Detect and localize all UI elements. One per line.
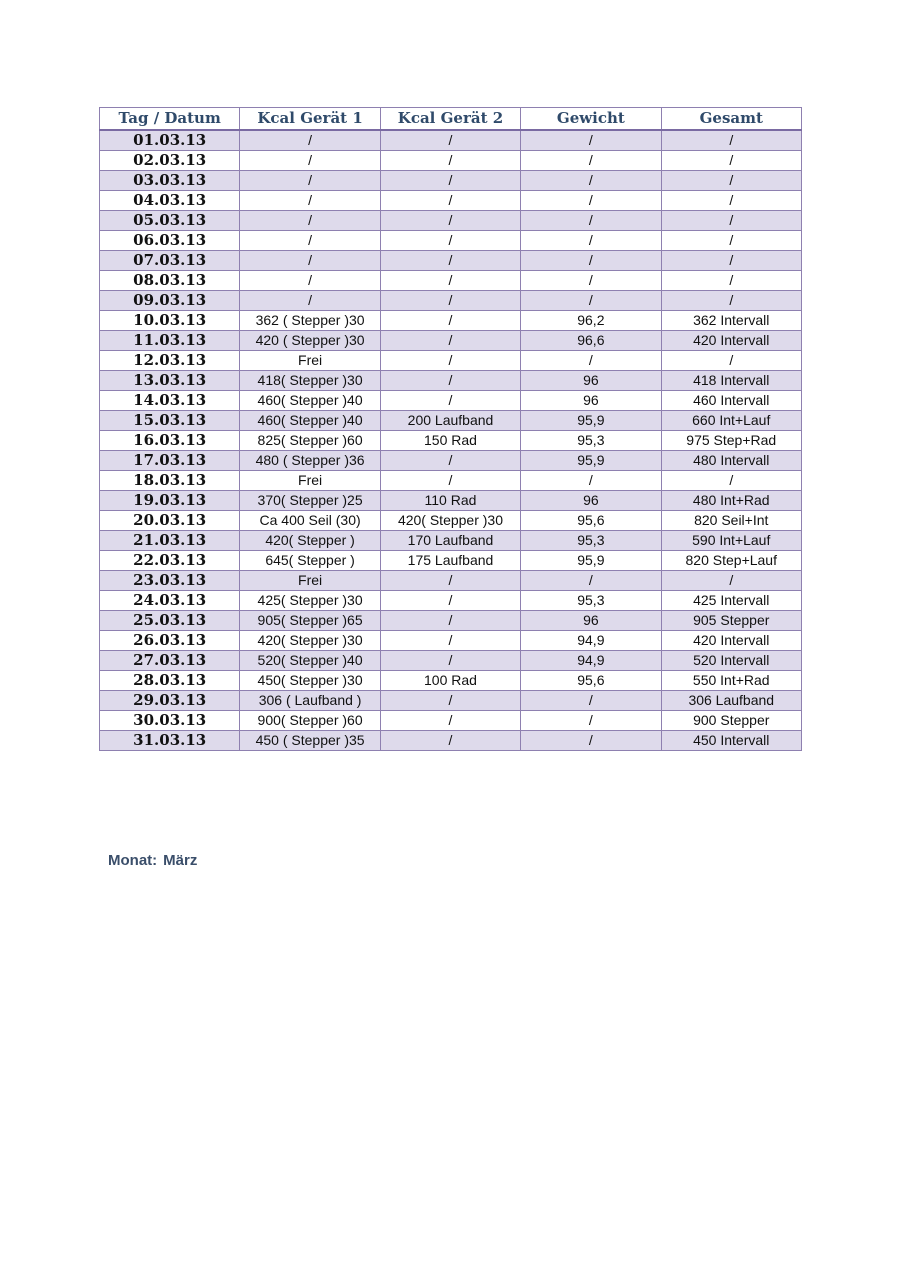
cell-weight: 96 [521, 491, 661, 511]
cell-total: 480 Int+Rad [661, 491, 801, 511]
table-row [100, 151, 802, 171]
cell-total: / [661, 191, 801, 211]
month-caption [108, 852, 197, 869]
cell-kcal-device-1: 425( Stepper )30 [240, 591, 380, 611]
cell-date: 06.03.13 [100, 231, 240, 251]
cell-kcal-device-1: 460( Stepper )40 [240, 411, 380, 431]
table-row [100, 331, 802, 351]
table-row [100, 311, 802, 331]
cell-kcal-device-2: 420( Stepper )30 [380, 511, 520, 531]
cell-total: 820 Step+Lauf [661, 551, 801, 571]
cell-total: 550 Int+Rad [661, 671, 801, 691]
cell-total: 425 Intervall [661, 591, 801, 611]
cell-kcal-device-1: 450 ( Stepper )35 [240, 731, 380, 751]
cell-date: 07.03.13 [100, 251, 240, 271]
cell-kcal-device-1: / [240, 191, 380, 211]
table-row [100, 391, 802, 411]
cell-total: 418 Intervall [661, 371, 801, 391]
header-weight: Gewicht [521, 108, 661, 131]
cell-weight: / [521, 571, 661, 591]
cell-date: 13.03.13 [100, 371, 240, 391]
cell-weight: 96,6 [521, 331, 661, 351]
cell-kcal-device-2: / [380, 591, 520, 611]
cell-date: 04.03.13 [100, 191, 240, 211]
cell-kcal-device-2: / [380, 391, 520, 411]
cell-total: / [661, 231, 801, 251]
cell-total: 660 Int+Lauf [661, 411, 801, 431]
cell-weight: 95,3 [521, 431, 661, 451]
table-row [100, 431, 802, 451]
cell-kcal-device-2: 100 Rad [380, 671, 520, 691]
cell-weight: / [521, 231, 661, 251]
cell-total: 420 Intervall [661, 631, 801, 651]
cell-kcal-device-1: / [240, 211, 380, 231]
cell-kcal-device-1: / [240, 271, 380, 291]
cell-kcal-device-2: / [380, 351, 520, 371]
cell-kcal-device-1: / [240, 130, 380, 151]
cell-date: 22.03.13 [100, 551, 240, 571]
cell-date: 10.03.13 [100, 311, 240, 331]
header-kcal-device-2: Kcal Gerät 2 [380, 108, 520, 131]
header-kcal-device-1: Kcal Gerät 1 [240, 108, 380, 131]
cell-date: 12.03.13 [100, 351, 240, 371]
cell-kcal-device-2: / [380, 571, 520, 591]
cell-date: 16.03.13 [100, 431, 240, 451]
cell-kcal-device-2: 150 Rad [380, 431, 520, 451]
cell-total: 460 Intervall [661, 391, 801, 411]
cell-date: 18.03.13 [100, 471, 240, 491]
cell-kcal-device-1: / [240, 151, 380, 171]
table-row [100, 691, 802, 711]
cell-kcal-device-1: Frei [240, 351, 380, 371]
cell-date: 08.03.13 [100, 271, 240, 291]
cell-weight: / [521, 130, 661, 151]
table-row [100, 671, 802, 691]
table-row [100, 251, 802, 271]
cell-kcal-device-2: / [380, 631, 520, 651]
table-row [100, 351, 802, 371]
cell-date: 28.03.13 [100, 671, 240, 691]
cell-kcal-device-1: / [240, 251, 380, 271]
header-total: Gesamt [661, 108, 801, 131]
cell-kcal-device-1: 900( Stepper )60 [240, 711, 380, 731]
table-row [100, 291, 802, 311]
cell-weight: 95,9 [521, 551, 661, 571]
table-row [100, 171, 802, 191]
cell-kcal-device-1: / [240, 231, 380, 251]
table-row [100, 571, 802, 591]
cell-date: 11.03.13 [100, 331, 240, 351]
cell-date: 25.03.13 [100, 611, 240, 631]
cell-kcal-device-1: / [240, 291, 380, 311]
table-row [100, 231, 802, 251]
cell-kcal-device-2: / [380, 291, 520, 311]
cell-date: 31.03.13 [100, 731, 240, 751]
table-row [100, 711, 802, 731]
cell-kcal-device-2: / [380, 231, 520, 251]
cell-date: 01.03.13 [100, 130, 240, 151]
cell-weight: / [521, 711, 661, 731]
cell-total: / [661, 571, 801, 591]
cell-kcal-device-1: 450( Stepper )30 [240, 671, 380, 691]
cell-total: 900 Stepper [661, 711, 801, 731]
cell-kcal-device-2: 175 Laufband [380, 551, 520, 571]
table-row [100, 731, 802, 751]
training-log-table [99, 107, 802, 751]
cell-kcal-device-2: / [380, 731, 520, 751]
cell-date: 23.03.13 [100, 571, 240, 591]
cell-kcal-device-1: 420( Stepper ) [240, 531, 380, 551]
table-row [100, 551, 802, 571]
cell-kcal-device-2: 170 Laufband [380, 531, 520, 551]
table-row [100, 271, 802, 291]
cell-kcal-device-2: / [380, 271, 520, 291]
cell-total: / [661, 471, 801, 491]
cell-date: 15.03.13 [100, 411, 240, 431]
cell-kcal-device-2: / [380, 130, 520, 151]
cell-weight: / [521, 731, 661, 751]
cell-total: / [661, 291, 801, 311]
cell-kcal-device-1: 362 ( Stepper )30 [240, 311, 380, 331]
table-row [100, 471, 802, 491]
cell-total: 905 Stepper [661, 611, 801, 631]
cell-kcal-device-2: 200 Laufband [380, 411, 520, 431]
cell-date: 24.03.13 [100, 591, 240, 611]
table-row [100, 531, 802, 551]
table-row [100, 491, 802, 511]
cell-total: 420 Intervall [661, 331, 801, 351]
table-row [100, 451, 802, 471]
cell-date: 05.03.13 [100, 211, 240, 231]
cell-kcal-device-2: / [380, 611, 520, 631]
cell-weight: 96 [521, 391, 661, 411]
cell-total: / [661, 151, 801, 171]
cell-date: 19.03.13 [100, 491, 240, 511]
cell-kcal-device-1: Frei [240, 571, 380, 591]
cell-total: 480 Intervall [661, 451, 801, 471]
table-row [100, 631, 802, 651]
cell-kcal-device-2: / [380, 711, 520, 731]
cell-weight: / [521, 191, 661, 211]
cell-total: 590 Int+Lauf [661, 531, 801, 551]
cell-kcal-device-2: / [380, 171, 520, 191]
table-row [100, 191, 802, 211]
cell-kcal-device-1: 480 ( Stepper )36 [240, 451, 380, 471]
cell-total: / [661, 271, 801, 291]
cell-weight: / [521, 351, 661, 371]
cell-kcal-device-2: / [380, 251, 520, 271]
cell-total: 450 Intervall [661, 731, 801, 751]
cell-weight: 94,9 [521, 631, 661, 651]
cell-weight: 95,3 [521, 591, 661, 611]
cell-date: 17.03.13 [100, 451, 240, 471]
cell-weight: 94,9 [521, 651, 661, 671]
month-label: Monat: [108, 852, 158, 869]
cell-weight: 96,2 [521, 311, 661, 331]
cell-weight: / [521, 211, 661, 231]
table-header-row [100, 108, 802, 131]
cell-kcal-device-1: 520( Stepper )40 [240, 651, 380, 671]
cell-kcal-device-2: / [380, 191, 520, 211]
table-row [100, 130, 802, 151]
cell-weight: 95,6 [521, 511, 661, 531]
table-row [100, 411, 802, 431]
cell-weight: 95,9 [521, 411, 661, 431]
cell-total: / [661, 211, 801, 231]
cell-total: / [661, 251, 801, 271]
cell-weight: / [521, 171, 661, 191]
cell-kcal-device-2: / [380, 651, 520, 671]
cell-kcal-device-2: / [380, 151, 520, 171]
cell-date: 26.03.13 [100, 631, 240, 651]
cell-total: / [661, 351, 801, 371]
cell-date: 27.03.13 [100, 651, 240, 671]
table-row [100, 651, 802, 671]
cell-weight: 96 [521, 611, 661, 631]
cell-total: 362 Intervall [661, 311, 801, 331]
cell-date: 30.03.13 [100, 711, 240, 731]
cell-weight: / [521, 291, 661, 311]
cell-kcal-device-1: Ca 400 Seil (30) [240, 511, 380, 531]
cell-kcal-device-2: / [380, 371, 520, 391]
cell-kcal-device-1: 825( Stepper )60 [240, 431, 380, 451]
cell-kcal-device-1: Frei [240, 471, 380, 491]
cell-kcal-device-2: / [380, 691, 520, 711]
cell-kcal-device-2: / [380, 331, 520, 351]
cell-kcal-device-1: 905( Stepper )65 [240, 611, 380, 631]
cell-date: 02.03.13 [100, 151, 240, 171]
cell-kcal-device-2: / [380, 211, 520, 231]
cell-total: 306 Laufband [661, 691, 801, 711]
cell-date: 03.03.13 [100, 171, 240, 191]
cell-kcal-device-1: 370( Stepper )25 [240, 491, 380, 511]
cell-total: / [661, 130, 801, 151]
cell-weight: / [521, 271, 661, 291]
cell-kcal-device-1: 306 ( Laufband ) [240, 691, 380, 711]
cell-total: / [661, 171, 801, 191]
cell-date: 21.03.13 [100, 531, 240, 551]
cell-weight: 96 [521, 371, 661, 391]
cell-date: 14.03.13 [100, 391, 240, 411]
month-value: März [163, 852, 198, 869]
table-row [100, 611, 802, 631]
cell-weight: 95,3 [521, 531, 661, 551]
table-row [100, 591, 802, 611]
cell-kcal-device-2: / [380, 311, 520, 331]
table-row [100, 511, 802, 531]
cell-kcal-device-2: / [380, 451, 520, 471]
cell-kcal-device-2: / [380, 471, 520, 491]
table-row [100, 211, 802, 231]
cell-date: 29.03.13 [100, 691, 240, 711]
cell-kcal-device-2: 110 Rad [380, 491, 520, 511]
cell-kcal-device-1: 460( Stepper )40 [240, 391, 380, 411]
cell-kcal-device-1: 420 ( Stepper )30 [240, 331, 380, 351]
cell-total: 820 Seil+Int [661, 511, 801, 531]
table-row [100, 371, 802, 391]
cell-total: 520 Intervall [661, 651, 801, 671]
cell-weight: / [521, 691, 661, 711]
cell-kcal-device-1: 645( Stepper ) [240, 551, 380, 571]
cell-weight: 95,9 [521, 451, 661, 471]
cell-kcal-device-1: 420( Stepper )30 [240, 631, 380, 651]
table-body [100, 130, 802, 751]
cell-date: 09.03.13 [100, 291, 240, 311]
cell-weight: / [521, 251, 661, 271]
header-date: Tag / Datum [100, 108, 240, 131]
cell-date: 20.03.13 [100, 511, 240, 531]
cell-kcal-device-1: / [240, 171, 380, 191]
cell-weight: 95,6 [521, 671, 661, 691]
cell-kcal-device-1: 418( Stepper )30 [240, 371, 380, 391]
cell-total: 975 Step+Rad [661, 431, 801, 451]
cell-weight: / [521, 151, 661, 171]
cell-weight: / [521, 471, 661, 491]
